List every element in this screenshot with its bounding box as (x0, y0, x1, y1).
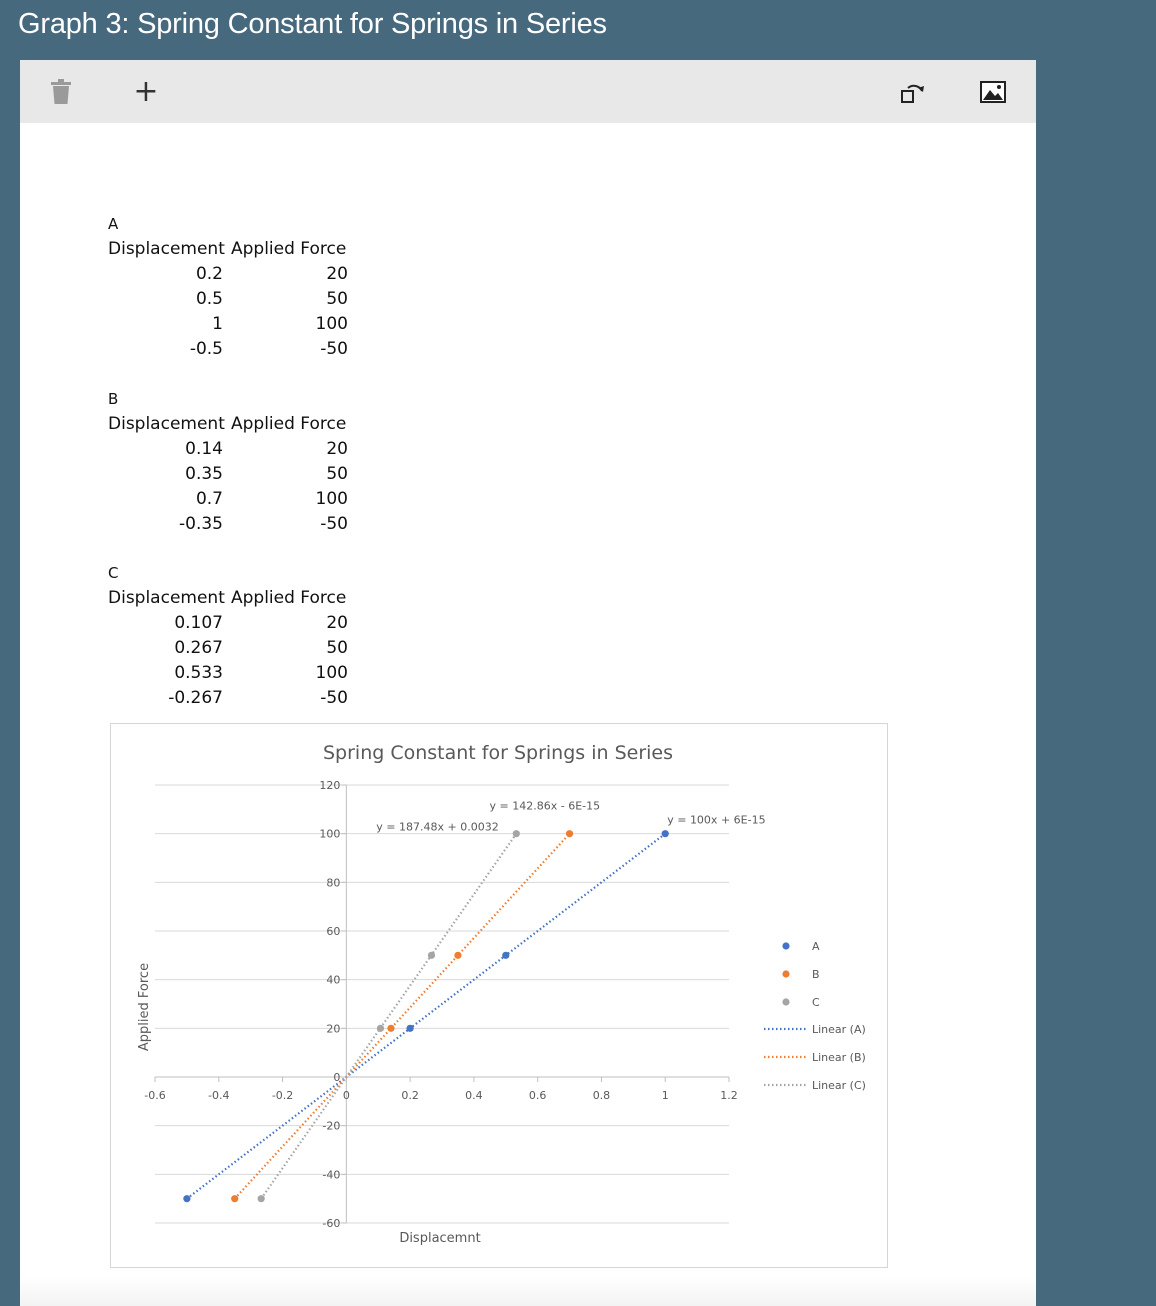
image-icon (980, 81, 1006, 103)
x-tick-label: 1.2 (720, 1089, 738, 1102)
legend-label: B (812, 968, 820, 981)
table-row (108, 663, 368, 688)
table-row (108, 489, 368, 514)
page-title: Graph 3: Spring Constant for Springs in Series (18, 8, 607, 40)
cell-force: 50 (326, 289, 348, 309)
table-row (108, 688, 368, 713)
y-tick-label: 120 (319, 779, 341, 792)
image-button[interactable] (966, 60, 1020, 123)
table-row (108, 638, 368, 663)
cell-force: 100 (315, 663, 348, 683)
cell-force: 50 (326, 638, 348, 658)
x-tick-label: -0.2 (271, 1089, 294, 1102)
trendline-equation: y = 142.86x - 6E-15 (489, 799, 601, 813)
legend-label: C (812, 996, 820, 1009)
table-row (108, 264, 368, 289)
col-header-force: Applied Force (231, 588, 347, 608)
cell-displacement: -0.5 (189, 339, 223, 359)
cell-force: -50 (320, 514, 348, 534)
table-label: B (108, 390, 119, 408)
cell-displacement: 0.533 (174, 663, 223, 683)
x-tick-label: -0.6 (144, 1089, 166, 1102)
y-tick-label: 40 (326, 973, 341, 987)
table-row (108, 613, 368, 638)
table-row (108, 439, 368, 464)
rotate-button[interactable] (886, 60, 940, 123)
trash-icon (50, 79, 72, 105)
cell-displacement: 0.7 (195, 489, 223, 509)
trendline-c (261, 834, 516, 1199)
x-axis-title: Displacemnt (399, 1231, 481, 1246)
col-header-displacement: Displacement (108, 588, 225, 608)
cell-force: 100 (315, 489, 348, 509)
col-header-force: Applied Force (231, 414, 347, 434)
data-point-c (377, 1025, 384, 1032)
chart-container[interactable] (110, 723, 888, 1268)
cell-force: 100 (315, 314, 348, 334)
cell-force: 20 (326, 264, 348, 284)
legend-label: Linear (B) (812, 1051, 866, 1064)
cell-displacement: 0.107 (174, 613, 223, 633)
col-header-force: Applied Force (231, 239, 347, 259)
rotate-icon (900, 79, 926, 105)
legend-label: Linear (C) (812, 1079, 866, 1092)
y-tick-label: 0 (333, 1071, 341, 1084)
x-tick-label: 0.6 (528, 1089, 547, 1102)
table-label: A (108, 215, 119, 233)
data-point-a (407, 1025, 414, 1032)
add-button[interactable] (119, 60, 173, 123)
data-point-c (258, 1195, 265, 1202)
plus-icon: + (133, 73, 159, 109)
cell-displacement: 0.14 (185, 439, 223, 459)
table-row (108, 514, 368, 539)
data-point-c (513, 830, 520, 837)
cell-displacement: 0.35 (185, 464, 223, 484)
bottom-shadow (20, 1276, 1036, 1306)
cell-force: 50 (326, 464, 348, 484)
table-row (108, 289, 368, 314)
x-tick-label: 1 (661, 1089, 669, 1102)
y-axis-title: Applied Force (137, 962, 152, 1052)
data-point-a (502, 952, 509, 959)
data-point-a (662, 830, 669, 837)
x-tick-label: 0.2 (401, 1089, 419, 1102)
scatter-chart (111, 724, 887, 1267)
trendlines (187, 834, 665, 1199)
col-header-displacement: Displacement (108, 239, 225, 259)
cell-displacement: 1 (212, 314, 223, 334)
x-tick-label: 0 (342, 1089, 350, 1102)
table-row (108, 314, 368, 339)
toolbar (20, 60, 1036, 123)
legend-marker (782, 970, 789, 977)
table-label: C (108, 564, 119, 582)
trendline-a (187, 834, 665, 1199)
data-point-b (454, 952, 461, 959)
cell-force: -50 (320, 339, 348, 359)
cell-displacement: 0.267 (174, 638, 223, 658)
cell-force: -50 (320, 688, 348, 708)
table-row (108, 339, 368, 364)
legend (764, 940, 866, 1092)
cell-force: 20 (326, 439, 348, 459)
legend-marker (782, 998, 789, 1005)
trendline-equations (376, 800, 765, 834)
trendline-equation: y = 187.48x + 0.0032 (376, 820, 499, 834)
cell-displacement: -0.35 (179, 514, 223, 534)
y-tick-label: -20 (322, 1119, 341, 1133)
y-tick-label: 80 (326, 876, 341, 890)
content-panel (20, 60, 1036, 1306)
data-point-c (428, 952, 435, 959)
data-point-a (183, 1195, 190, 1202)
delete-button[interactable] (34, 60, 88, 123)
col-header-displacement: Displacement (108, 414, 225, 434)
y-tick-label: 100 (319, 827, 341, 841)
x-tick-label: 0.4 (465, 1089, 483, 1102)
data-point-b (566, 830, 573, 837)
trendline-equation: y = 100x + 6E-15 (667, 813, 766, 827)
y-tick-label: 60 (326, 925, 341, 938)
y-tick-label: -60 (322, 1217, 341, 1230)
legend-label: A (812, 940, 820, 953)
x-tick-label: 0.8 (592, 1089, 611, 1102)
data-point-b (387, 1025, 394, 1032)
table-row (108, 464, 368, 489)
chart-title: Spring Constant for Springs in Series (322, 742, 674, 764)
data-point-b (231, 1195, 238, 1202)
y-tick-label: 20 (326, 1022, 341, 1036)
cell-displacement: 0.5 (195, 289, 223, 309)
cell-force: 20 (326, 613, 348, 633)
x-tick-label: -0.4 (208, 1089, 230, 1102)
legend-label: Linear (A) (812, 1023, 866, 1036)
legend-marker (782, 942, 789, 949)
cell-displacement: 0.2 (195, 264, 223, 284)
y-tick-label: -40 (322, 1168, 341, 1182)
cell-displacement: -0.267 (168, 688, 223, 708)
trendline-b (235, 834, 570, 1199)
